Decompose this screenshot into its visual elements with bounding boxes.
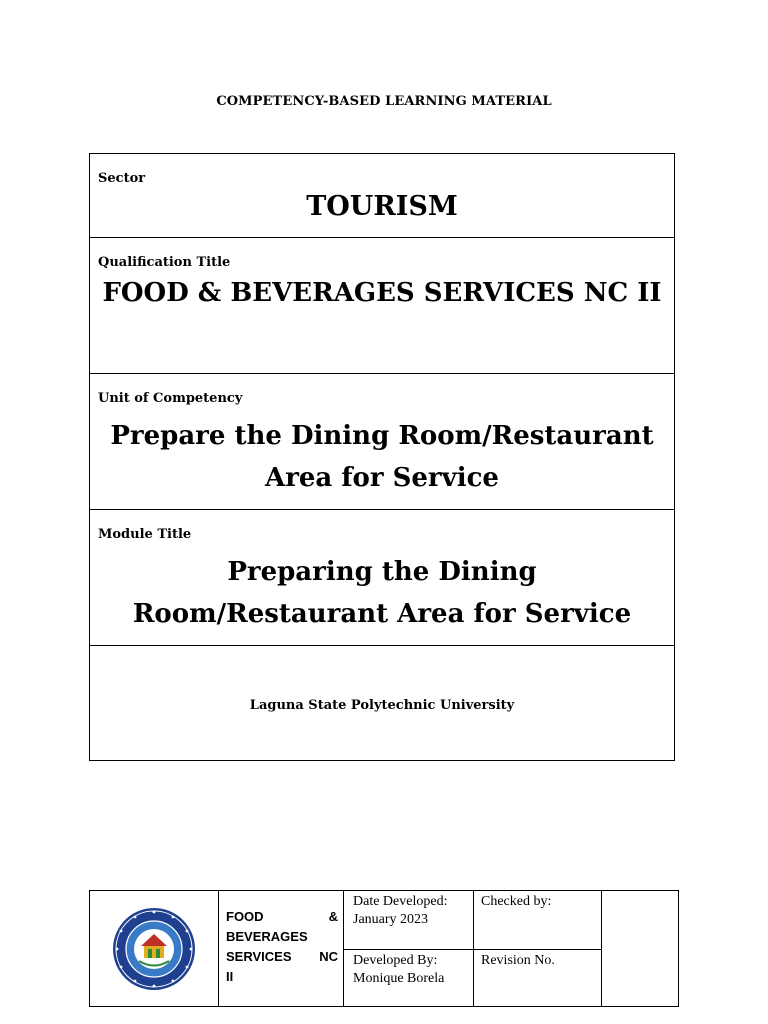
module-label: Module Title bbox=[98, 527, 192, 542]
unit-row bbox=[90, 374, 674, 510]
footer-title-line: II bbox=[226, 969, 234, 984]
sector-label: Sector bbox=[98, 171, 146, 186]
developed-by-value: Monique Borela bbox=[353, 971, 445, 986]
developed-by-label: Developed By: bbox=[353, 953, 438, 968]
sector-row bbox=[90, 154, 674, 238]
date-developed-value: January 2023 bbox=[353, 912, 429, 927]
date-developed-label: Date Developed: bbox=[353, 894, 448, 909]
revision-cell bbox=[474, 950, 602, 1006]
institution-name: Laguna State Polytechnic University bbox=[249, 698, 515, 713]
footer-table bbox=[89, 890, 679, 1007]
revision-label: Revision No. bbox=[481, 953, 555, 968]
qualification-value: FOOD & BEVERAGES SERVICES NC II bbox=[102, 278, 662, 308]
footer-title-line: FOOD & bbox=[226, 909, 338, 924]
module-row bbox=[90, 510, 674, 646]
qualification-label: Qualification Title bbox=[98, 255, 231, 270]
document-heading: COMPETENCY-BASED LEARNING MATERIAL bbox=[216, 94, 552, 109]
page-number-cell bbox=[602, 891, 678, 1006]
university-seal-icon bbox=[111, 906, 197, 992]
developed-by-cell bbox=[344, 950, 474, 1006]
institution-row bbox=[90, 646, 674, 760]
footer-title-line: BEVERAGES bbox=[226, 929, 308, 944]
unit-label: Unit of Competency bbox=[98, 391, 243, 406]
sector-value: TOURISM bbox=[306, 191, 458, 222]
cover-table bbox=[89, 153, 675, 761]
module-value: Preparing the Dining Room/Restaurant Area for Service bbox=[132, 557, 632, 629]
unit-value: Prepare the Dining Room/Restaurant Area for Service bbox=[110, 421, 654, 493]
qualification-row bbox=[90, 238, 674, 374]
footer-qualification-title bbox=[219, 891, 344, 1006]
checked-by-cell bbox=[474, 891, 602, 950]
logo-cell bbox=[90, 891, 219, 1006]
footer-title-line: SERVICES NC bbox=[226, 949, 338, 964]
date-developed-cell bbox=[344, 891, 474, 950]
checked-by-label: Checked by: bbox=[481, 894, 552, 909]
